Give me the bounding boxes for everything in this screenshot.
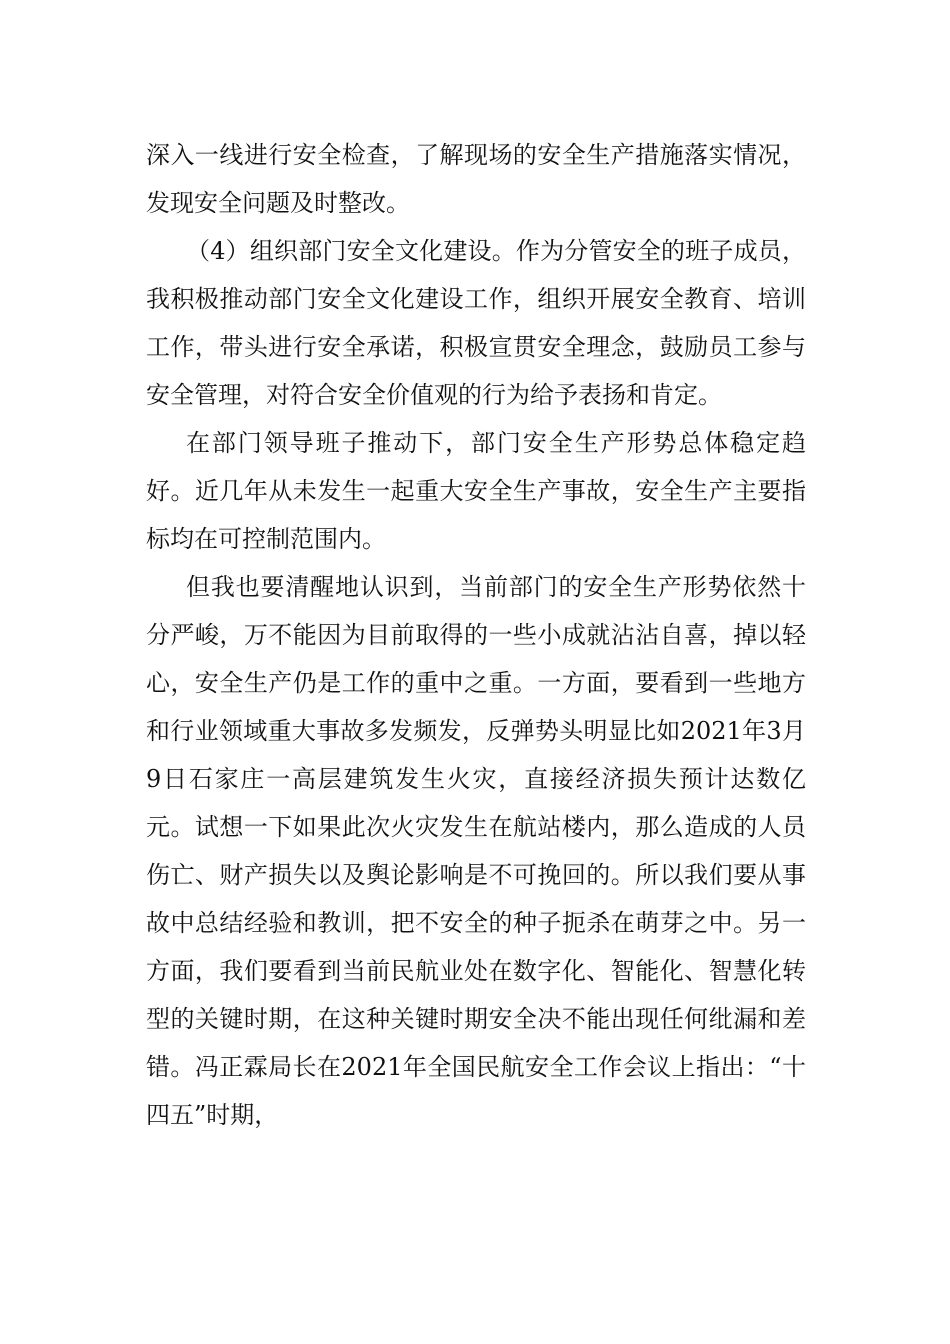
paragraph-continuation: 深入一线进行安全检查，了解现场的安全生产措施落实情况，发现安全问题及时整改。 bbox=[146, 141, 806, 217]
paragraph-safety-challenges: 但我也要清醒地认识到，当前部门的安全生产形势依然十分严峻，万不能因为目前取得的一些小成就沾沾自喜，掉以轻心，安全生产仍是工作的重中之重。一方面，要看到一些地方和行业领域重大事故多发频发，反弹势头明显比如2021年3月9日石家庄一高层建筑发生火灾，直接经济损失预计达数亿元。试想一下如果此次火灾发生在航站楼内，那么造成的人员伤亡、财产损失以及舆论影响是不可挽回的。所以我们要从事故中总结经验和教训，把不安全的种子扼杀在萌芽之中。另一方面，我们要看到当前民航业处在数字化、智能化、智慧化转型的关键时期，在这种关键时期安全决不能出现任何纰漏和差错。冯正霖局长在2021年全国民航安全工作会议上指出：“十四五”时期， bbox=[146, 573, 806, 1129]
paragraph-safety-culture: （4）组织部门安全文化建设。作为分管安全的班子成员，我积极推动部门安全文化建设工作，组织开展安全教育、培训工作，带头进行安全承诺，积极宣贯安全理念，鼓励员工参与安全管理，对符合安全价值观的行为给予表扬和肯定。 bbox=[146, 237, 806, 409]
document-body bbox=[146, 131, 806, 1139]
paragraph-safety-situation: 在部门领导班子推动下，部门安全生产形势总体稳定趋好。近几年从未发生一起重大安全生产事故，安全生产主要指标均在可控制范围内。 bbox=[146, 429, 806, 553]
